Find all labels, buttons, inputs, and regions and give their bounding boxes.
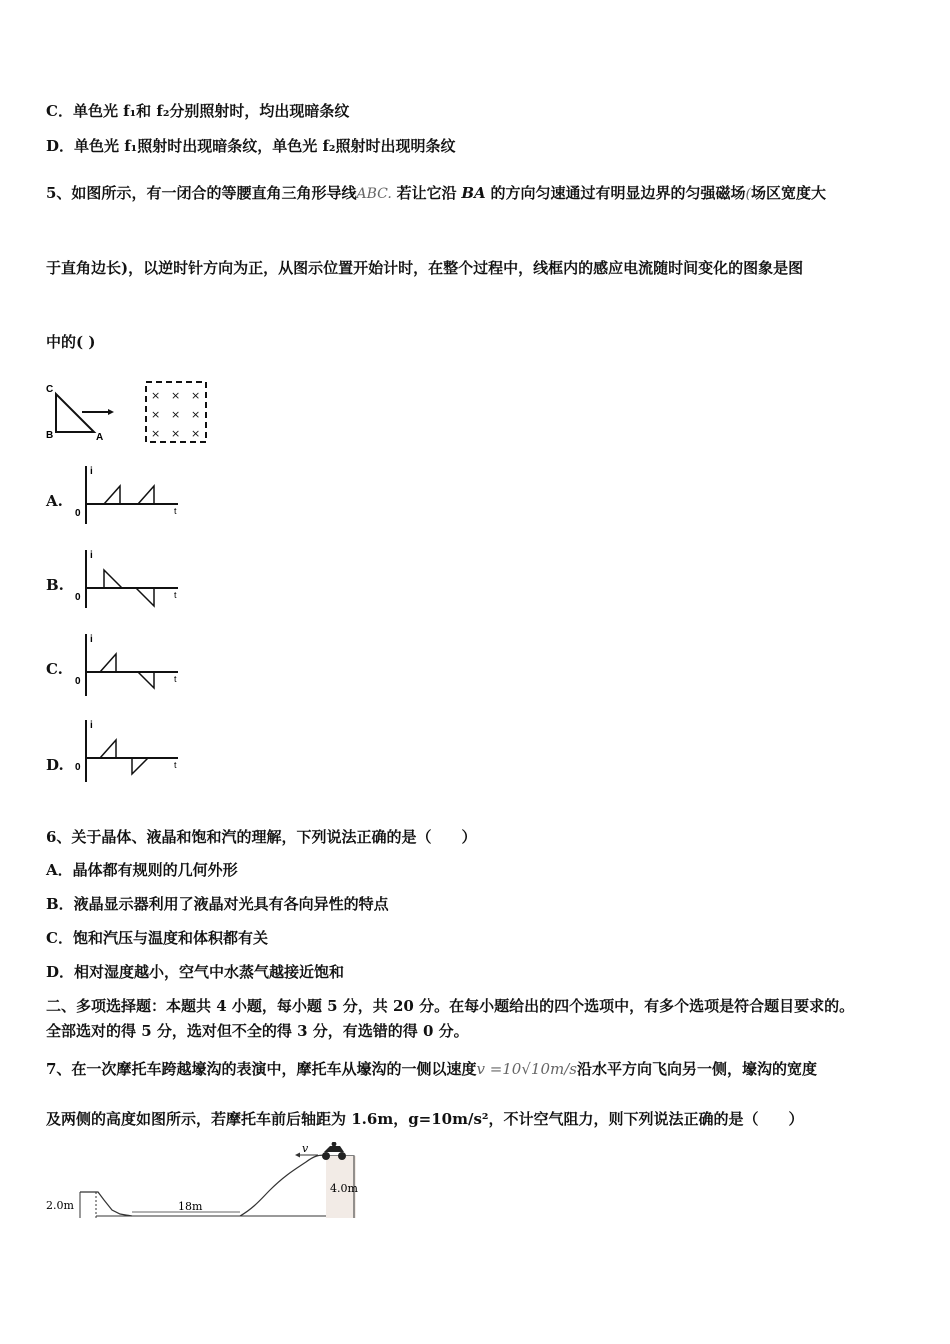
svg-text:×: ×: [171, 408, 181, 421]
q7-math-velocity: v =10√10m/s: [476, 1060, 577, 1078]
graph-c-pulse-pos: [100, 654, 116, 672]
q5-stem-text-a: 5、如图所示，有一闭合的等腰直角三角形导线: [46, 184, 357, 202]
graph-b-pulse-neg: [136, 588, 154, 606]
label-b: B: [46, 430, 54, 441]
svg-text:i: i: [90, 466, 93, 477]
q5-stem-text-c: 的方向匀速通过有明显边界的匀强磁场: [490, 184, 746, 202]
q6-option-d: D．相对湿度越小，空气中水蒸气越接近饱和: [46, 963, 345, 981]
q7-stem-text-a: 7、在一次摩托车跨越壕沟的表演中，摩托车从壕沟的一侧以速度: [46, 1060, 477, 1078]
graph-d: [70, 716, 185, 786]
label-a: A: [96, 432, 104, 443]
graph-a-pulse-1: [104, 486, 120, 504]
q7-stem-line2: 及两侧的高度如图所示，若摩托车前后轴距为 1.6m，g=10m/s²，不计空气阻力，则下列说法正确的是（ ）: [46, 1110, 804, 1128]
svg-text:×: ×: [151, 408, 161, 421]
svg-text:0: 0: [75, 762, 81, 773]
label-h-left: 2.0m: [46, 1199, 74, 1212]
graph-a-pulse-2: [138, 486, 154, 504]
q6-option-c: C．饱和汽压与温度和体积都有关: [46, 929, 268, 947]
field-cross-marks: [151, 389, 200, 440]
q5-option-b-label: B.: [46, 576, 64, 594]
q6-stem: 6、关于晶体、液晶和饱和汽的理解，下列说法正确的是（ ）: [46, 828, 477, 846]
q7-stem-text-b: 沿水平方向飞向另一侧，壕沟的宽度: [576, 1060, 817, 1078]
graph-c-pulse-neg: [138, 672, 154, 688]
velocity-arrowhead: [108, 409, 114, 415]
svg-text:t: t: [174, 760, 177, 770]
q5-triangle-field-figure: [44, 380, 214, 446]
svg-text:i: i: [90, 634, 93, 645]
svg-text:0: 0: [75, 676, 81, 687]
q5-math-abc: ABC.: [356, 186, 392, 202]
q5-stem-text-b: 若让它沿: [396, 184, 457, 202]
q5-option-a-label: A.: [46, 492, 63, 510]
svg-text:t: t: [174, 506, 177, 516]
label-c: C: [46, 384, 54, 395]
section2-text-1: 二、多项选择题：本题共 4 小题，每小题 5 分，共 20 分。在每小题给出的四个选项中，有多个选项是符合题目要求的。: [46, 997, 855, 1015]
svg-text:×: ×: [171, 427, 181, 440]
section2-text-2: 全部选对的得 5 分，选对但不全的得 3 分，有选错的得 0 分。: [46, 1022, 469, 1040]
label-h-right: 4.0m: [330, 1182, 358, 1195]
svg-text:0: 0: [75, 508, 81, 519]
svg-text:×: ×: [191, 427, 201, 440]
q5-stem-ba: BA: [461, 184, 486, 202]
q5-option-c-label: C.: [46, 660, 63, 678]
graph-b-pulse-pos: [104, 570, 122, 588]
q6-option-b: B．液晶显示器利用了液晶对光具有各向异性的特点: [46, 895, 389, 913]
q5-option-d-label: D.: [46, 756, 64, 774]
q6-option-a: A．晶体都有规则的几何外形: [46, 861, 238, 879]
graph-a: [70, 462, 185, 528]
q5-stem-line2: 于直角边长)，以逆时针方向为正，从图示位置开始计时，在整个过程中，线框内的感应电流随时间变化的图象是图: [46, 259, 804, 277]
graph-d-pulse-neg: [132, 758, 148, 774]
svg-text:0: 0: [75, 592, 81, 603]
q7-stem-line1: [46, 1058, 817, 1080]
svg-text:×: ×: [151, 427, 161, 440]
svg-text:i: i: [90, 550, 93, 561]
graph-d-pulse-pos: [100, 740, 116, 758]
svg-text:t: t: [174, 674, 177, 684]
q4-option-c: C．单色光 f₁和 f₂分别照射时，均出现暗条纹: [46, 102, 350, 120]
svg-text:×: ×: [191, 389, 201, 402]
q4-option-d: D．单色光 f₁照射时出现暗条纹，单色光 f₂照射时出现明条纹: [46, 137, 456, 155]
graph-b: [70, 546, 185, 612]
q5-stem-line1: 5、如图所示，有一闭合的等腰直角三角形导线ABC. 若让它沿 BA 的方向匀速通过有明显边界的匀强磁场(场区宽度大: [46, 184, 826, 202]
graph-c: [70, 630, 185, 700]
svg-text:×: ×: [171, 389, 181, 402]
svg-text:×: ×: [191, 408, 201, 421]
q5-stem-text-d: 场区宽度大: [750, 184, 826, 202]
svg-text:t: t: [174, 590, 177, 600]
left-bank: [80, 1192, 132, 1216]
label-width: 18m: [178, 1200, 203, 1213]
svg-text:i: i: [90, 720, 93, 731]
q5-stem-line3: 中的( ): [46, 333, 96, 351]
label-v: v: [302, 1142, 309, 1155]
q7-ditch-figure: [44, 1142, 384, 1224]
svg-text:×: ×: [151, 389, 161, 402]
